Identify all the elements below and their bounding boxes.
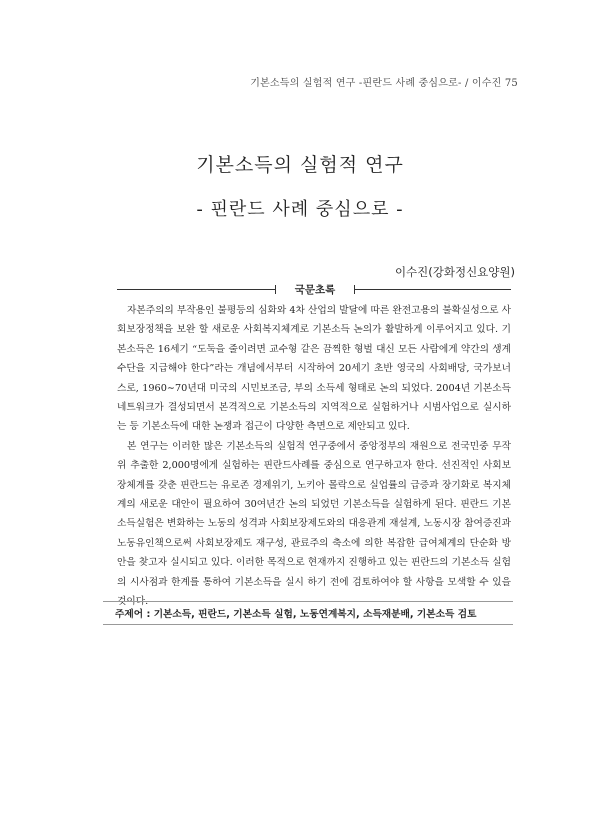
abstract-heading: 국문초록 bbox=[294, 284, 336, 296]
heading-rule-left bbox=[117, 289, 275, 290]
abstract-paragraph-1: 자본주의의 부작용인 불평등의 심화와 4차 산업의 발달에 따른 완전고용의 불확실성으로 사회보장정책을 보완 할 새로운 사회복지체계로 기본소득 논의가 활발하게 이루어지고 있다. 기본소득은 16세기 “도둑을 줄이려면 교수형 같은 끔찍한 형벌 대신 모든 사람에게 약간의 생계수단을 지급해야 한다”라는 개념에서부터 시작하여 20세기 초반 영국의 사회배당, 국가보너스로, 1960∼70년대 미국의 시민보조금, 부의 소득세 형태로 논의 되었다. 2004년 기본소득네트워크가 결성되면서 본격적으로 기본소득의 지역적으로 실험하거나 시범사업으로 실시하는 등 기본소득에 대한 논쟁과 접근이 다양한 측면으로 제안되고 있다. bbox=[117, 305, 511, 433]
article-subtitle: - 핀란드 사례 중심으로 - bbox=[196, 199, 404, 220]
running-header: 기본소득의 실험적 연구 -핀란드 사례 중심으로- / 이수진 75 bbox=[250, 78, 518, 89]
abstract-paragraph-2: 본 연구는 이러한 많은 기본소득의 실험적 연구중에서 중앙정부의 재원으로 전국민중 무작위 추출한 2,000명에게 실험하는 핀란드사례를 중심으로 연구하고자 한다. 선진적인 사회보장체계를 갖춘 핀란드는 유로존 경제위기, 노키아 몰락으로 실업률의 급증과 장기화로 복지체계의 새로운 대안이 필요하여 30여년간 논의 되었던 기본소득을 실험하게 된다. 핀란드 기본소득실험은 변화하는 노동의 성격과 사회보장제도와의 대응관계 재설계, 노동시장 참여증진과 노동유인책으로써 사회보장제도 재구성, 관료주의 축소에 의한 복잡한 급여체계의 단순화 방안을 찾고자 실시되고 있다. 이러한 목적으로 현재까지 진행하고 있는 핀란드의 기본소득 실험의 시사점과 한계를 통하여 기본소득을 실시 하기 전에 검토하여야 할 사항을 모색할 수 있을 것이다. bbox=[117, 440, 511, 608]
heading-rule-cap-left bbox=[275, 285, 276, 294]
abstract-body bbox=[117, 301, 511, 612]
keywords: 주제어 : 기본소득, 핀란드, 기본소득 실험, 노동연계복지, 소득재분배, 기본소득 검토 bbox=[103, 601, 513, 625]
title-block bbox=[0, 150, 600, 221]
heading-rule-right bbox=[355, 289, 511, 290]
author-affiliation: 이수진(강화정신요양원) bbox=[394, 265, 515, 279]
abstract-heading-row bbox=[117, 283, 511, 297]
article-title: 기본소득의 실험적 연구 bbox=[196, 154, 404, 176]
